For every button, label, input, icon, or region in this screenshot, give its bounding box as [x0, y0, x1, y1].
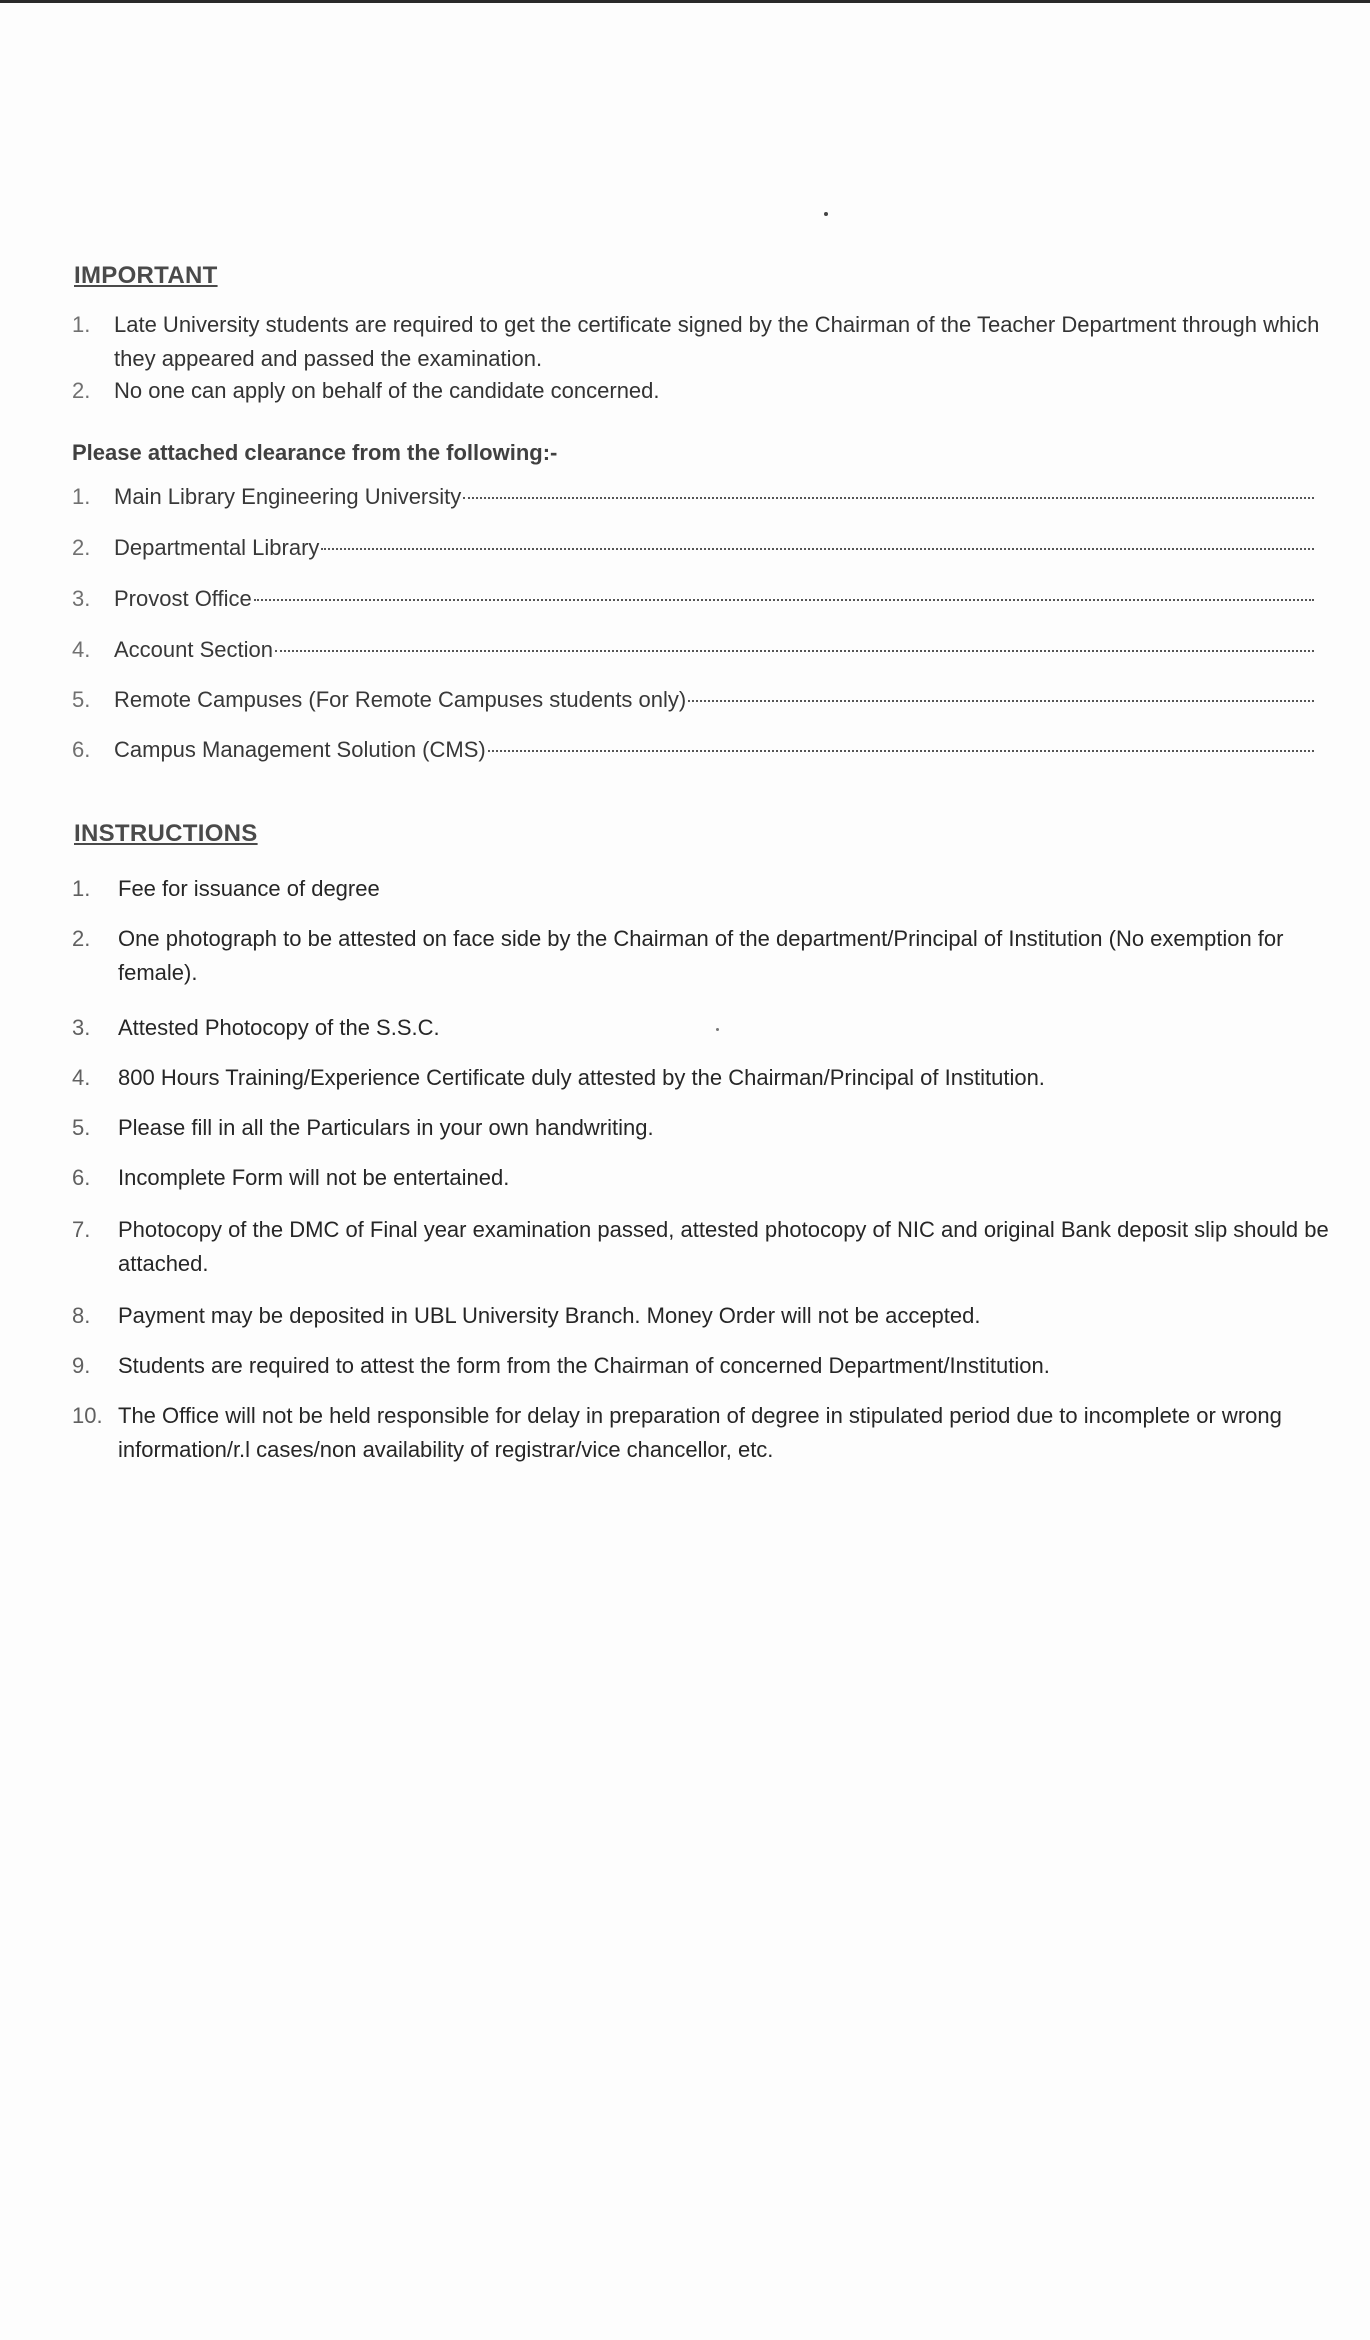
signature-dotted-line — [463, 497, 1314, 499]
clearance-item — [72, 633, 1314, 667]
clearance-label: Provost Office — [114, 586, 252, 611]
instruction-item — [72, 1399, 1334, 1467]
item-text: Fee for issuance of degree — [118, 876, 380, 901]
item-text: No one can apply on behalf of the candidate concerned. — [114, 378, 660, 403]
important-item — [72, 308, 1322, 376]
clearance-item — [72, 480, 1314, 514]
item-number: 4. — [72, 637, 91, 662]
item-number: 5. — [72, 687, 91, 712]
instruction-item — [72, 1111, 1334, 1145]
clearance-label: Remote Campuses (For Remote Campuses students only) — [114, 687, 687, 712]
item-number: 4. — [72, 1065, 91, 1090]
item-number: 1. — [72, 312, 91, 337]
clearance-label: Campus Management Solution (CMS) — [114, 737, 486, 762]
item-number: 2. — [72, 378, 91, 403]
item-text: Payment may be deposited in UBL University Branch. Money Order will not be accepted. — [118, 1303, 981, 1328]
item-number: 1. — [72, 876, 91, 901]
instruction-item — [72, 1299, 1334, 1333]
item-number: 7. — [72, 1217, 91, 1242]
signature-dotted-line — [275, 650, 1314, 652]
item-text: The Office will not be held responsible for delay in preparation of degree in stipulated period due to incomplete or wrong information/r.l cases/non availability of registrar/vice chancellor, etc. — [118, 1403, 1282, 1462]
instructions-heading: INSTRUCTIONS — [74, 820, 258, 847]
clearance-intro: Please attached clearance from the following:- — [72, 440, 558, 465]
item-number: 2. — [72, 535, 91, 560]
item-number: 8. — [72, 1303, 91, 1328]
item-number: 1. — [72, 484, 91, 509]
item-text: 800 Hours Training/Experience Certificate duly attested by the Chairman/Principal of Institution. — [118, 1065, 1045, 1090]
signature-dotted-line — [488, 750, 1314, 752]
important-heading: IMPORTANT — [74, 262, 218, 289]
item-number: 9. — [72, 1353, 91, 1378]
clearance-label: Main Library Engineering University — [114, 484, 462, 509]
item-text: Students are required to attest the form from the Chairman of concerned Department/Institution. — [118, 1353, 1050, 1378]
item-number: 6. — [72, 737, 91, 762]
signature-dotted-line — [688, 700, 1314, 702]
clearance-label: Account Section — [114, 637, 273, 662]
instruction-item — [72, 1213, 1334, 1281]
important-item — [72, 374, 1322, 408]
item-number: 3. — [72, 586, 91, 611]
item-number: 10. — [72, 1403, 103, 1428]
instruction-item — [72, 1011, 1334, 1045]
signature-dotted-line — [254, 599, 1314, 601]
item-text: Incomplete Form will not be entertained. — [118, 1165, 510, 1190]
item-number: 5. — [72, 1115, 91, 1140]
instruction-item — [72, 1349, 1334, 1383]
instruction-item — [72, 872, 1334, 906]
item-number: 2. — [72, 926, 91, 951]
instruction-item — [72, 1161, 1334, 1195]
instruction-item — [72, 922, 1334, 990]
item-text: Photocopy of the DMC of Final year examination passed, attested photocopy of NIC and original Bank deposit slip should be attached. — [118, 1217, 1329, 1276]
clearance-item — [72, 683, 1314, 717]
item-text: Please fill in all the Particulars in your own handwriting. — [118, 1115, 654, 1140]
instruction-item — [72, 1061, 1334, 1095]
clearance-item — [72, 733, 1314, 767]
signature-dotted-line — [321, 548, 1314, 550]
item-text: One photograph to be attested on face side by the Chairman of the department/Principal of Institution (No exemption for female). — [118, 926, 1284, 985]
clearance-item — [72, 582, 1314, 616]
top-border-line — [0, 0, 1370, 3]
item-text: Attested Photocopy of the S.S.C. — [118, 1015, 440, 1040]
clearance-label: Departmental Library — [114, 535, 320, 560]
clearance-item — [72, 531, 1314, 565]
scan-speck — [824, 212, 828, 216]
item-number: 6. — [72, 1165, 91, 1190]
item-text: Late University students are required to get the certificate signed by the Chairman of the Teacher Department through which they appeared and passed the examination. — [114, 312, 1320, 371]
item-number: 3. — [72, 1015, 91, 1040]
